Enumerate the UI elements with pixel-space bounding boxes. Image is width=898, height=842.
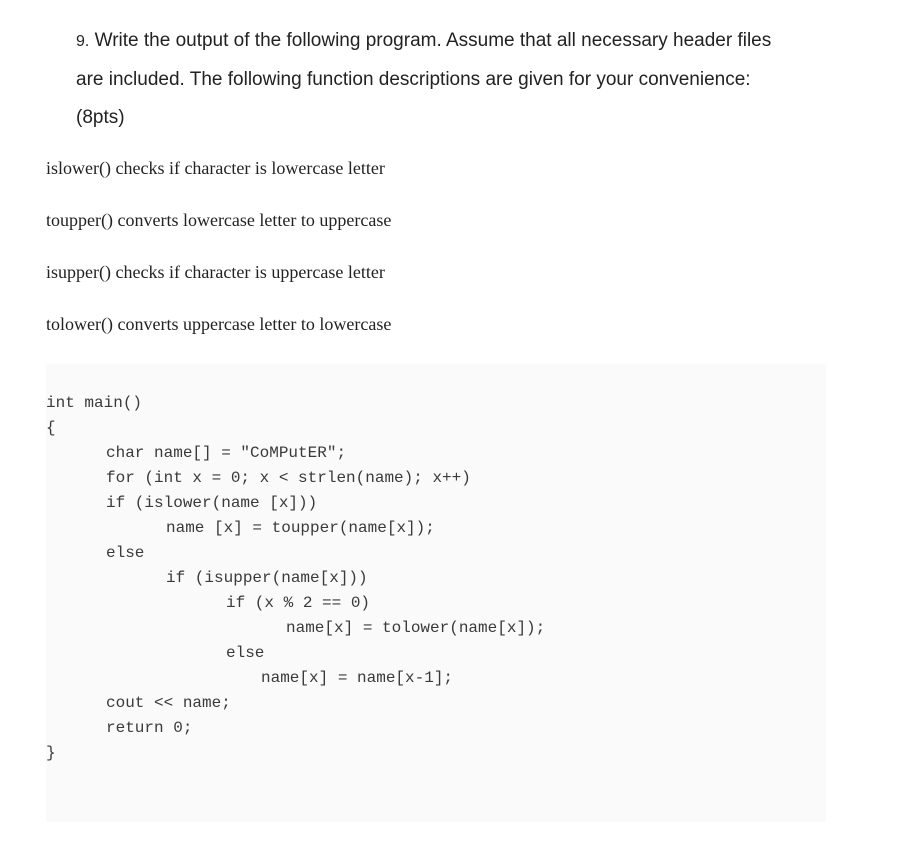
question-text bbox=[76, 22, 866, 137]
code-line: if (x % 2 == 0) bbox=[226, 594, 371, 612]
code-block bbox=[46, 364, 826, 822]
code-line: else bbox=[106, 544, 145, 562]
code-line: if (isupper(name[x])) bbox=[166, 569, 368, 587]
function-description-isupper: isupper() checks if character is uppercase letter bbox=[46, 262, 385, 282]
code-line: cout << name; bbox=[106, 694, 231, 712]
code-line: return 0; bbox=[106, 719, 193, 737]
code-line: { bbox=[46, 419, 56, 437]
question-line-1-text: Write the output of the following program. Assume that all necessary header files bbox=[94, 30, 772, 51]
code-line: name[x] = name[x-1]; bbox=[261, 669, 454, 687]
code-line: } bbox=[46, 744, 56, 762]
code-line: for (int x = 0; x < strlen(name); x++) bbox=[106, 469, 471, 487]
code-line: int main() bbox=[46, 394, 143, 412]
function-description-tolower: tolower() converts uppercase letter to lowercase bbox=[46, 314, 392, 334]
function-description-toupper: toupper() converts lowercase letter to uppercase bbox=[46, 210, 392, 230]
code-line: if (islower(name [x])) bbox=[106, 494, 318, 512]
function-description-islower: islower() checks if character is lowercase letter bbox=[46, 158, 385, 178]
question-line-1 bbox=[76, 22, 866, 61]
question-line-3: (8pts) bbox=[76, 107, 125, 128]
code-line: name[x] = tolower(name[x]); bbox=[286, 619, 546, 637]
code-line: else bbox=[226, 644, 265, 662]
code-line: name [x] = toupper(name[x]); bbox=[166, 519, 435, 537]
question-number: 9. bbox=[76, 33, 90, 50]
question-line-2: are included. The following function descriptions are given for your convenience: bbox=[76, 69, 751, 90]
code-line: char name[] = "CoMPutER"; bbox=[106, 444, 347, 462]
